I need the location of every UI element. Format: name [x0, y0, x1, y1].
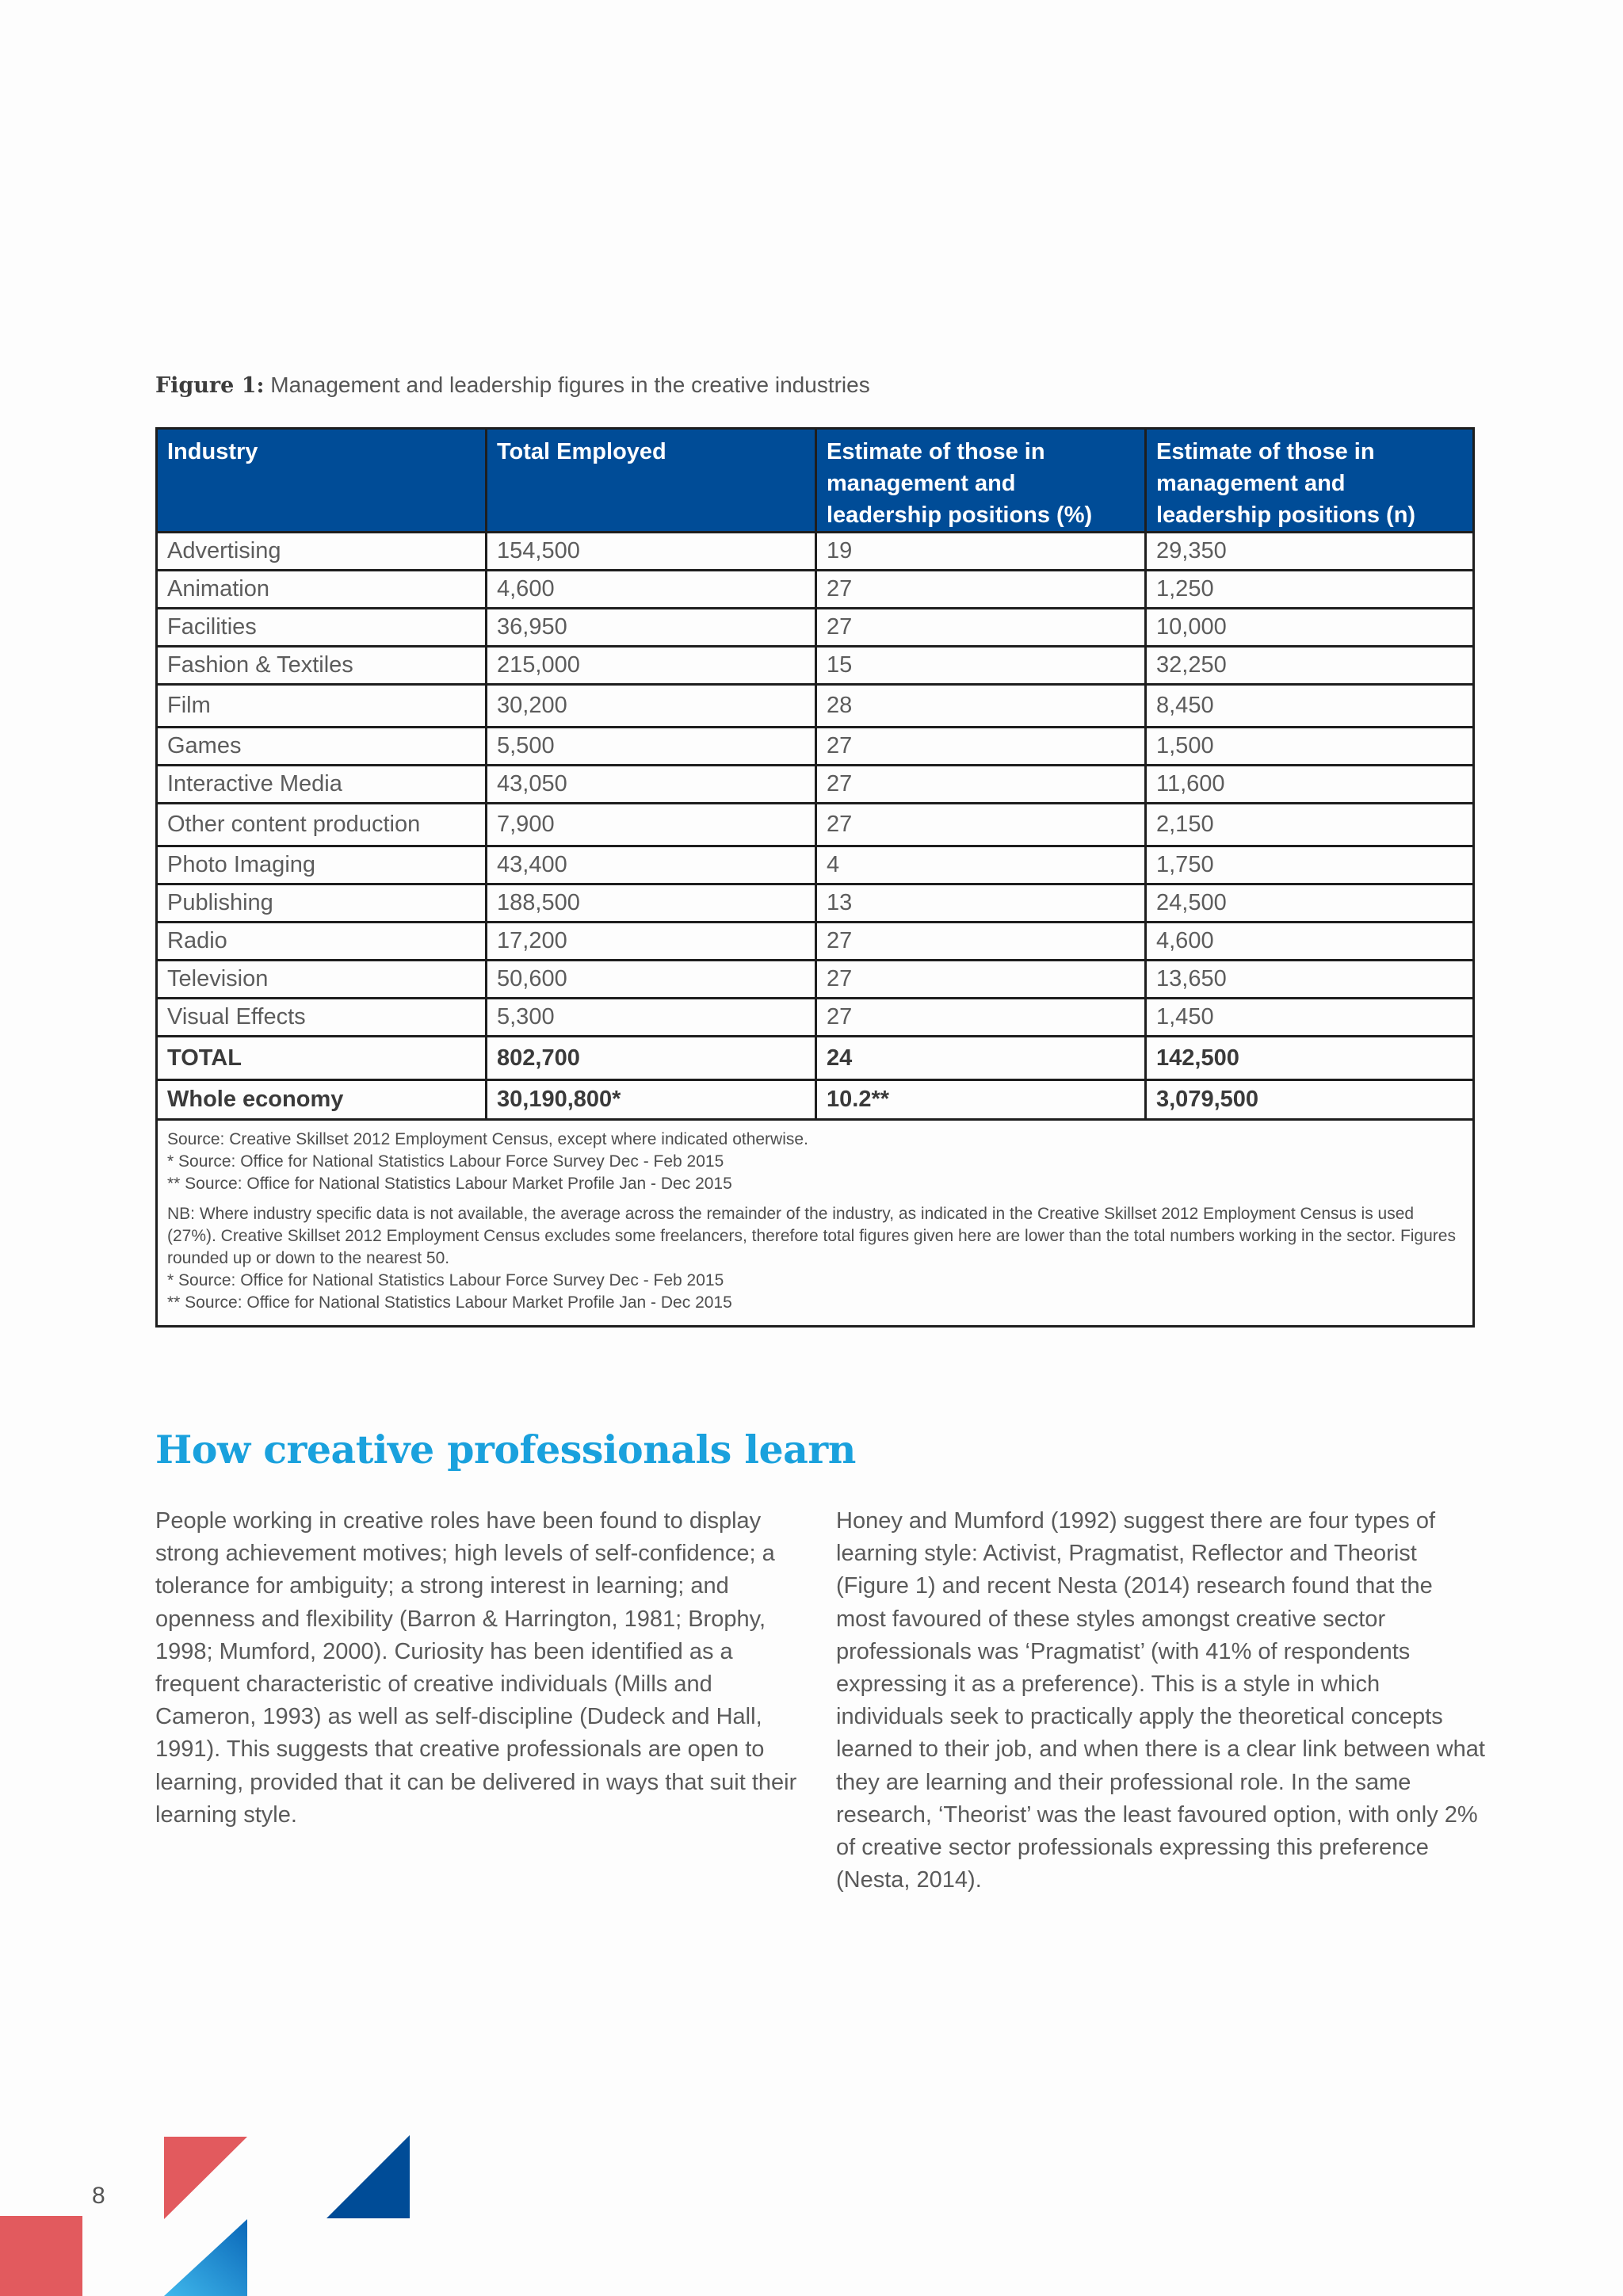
cell-percent: 27: [816, 923, 1146, 961]
nb-note: NB: Where industry specific data is not available, the average across the remainder of the industry, as indicated in the Creative Skillset 2012 Employment Census is used (27%). Creative Skillset 2012 Employment Census excludes some freelancers, therefore total figures given here are lower than the total numbers working in the sector. Figures rounded up or down to the nearest 50.: [167, 1205, 1456, 1267]
cell-total-employed: 43,400: [487, 846, 816, 884]
cell-total-employed: 50,600: [487, 961, 816, 999]
table-row: [157, 647, 1474, 685]
table-header-row: [157, 429, 1474, 533]
table-row: [157, 846, 1474, 884]
figure-caption-text: Management and leadership figures in the creative industries: [270, 372, 870, 397]
cell-count: 8,450: [1146, 685, 1474, 728]
source-note: ** Source: Office for National Statistics Labour Market Profile Jan - Dec 2015: [167, 1293, 732, 1312]
cell-count: 24,500: [1146, 884, 1474, 923]
cell-percent: 27: [816, 804, 1146, 846]
header-estimate-count: Estimate of those in management and leadership positions (n): [1146, 429, 1474, 533]
cell-industry: Interactive Media: [157, 766, 487, 804]
cell-count: 4,600: [1146, 923, 1474, 961]
cell-industry: Advertising: [157, 533, 487, 571]
cell-count: 1,500: [1146, 728, 1474, 766]
cell-total-employed: 188,500: [487, 884, 816, 923]
source-note: * Source: Office for National Statistics Labour Force Survey Dec - Feb 2015: [167, 1152, 724, 1171]
table-row: [157, 884, 1474, 923]
cell-total-employed: 4,600: [487, 571, 816, 609]
cell-industry: Facilities: [157, 609, 487, 647]
page-number: 8: [92, 2183, 105, 2209]
table-row: [157, 533, 1474, 571]
cell-total-employed: 36,950: [487, 609, 816, 647]
figure-caption: [155, 372, 870, 398]
cell-percent: 27: [816, 999, 1146, 1037]
total-row: [157, 1037, 1474, 1080]
cell-percent: 27: [816, 609, 1146, 647]
cell-total-employed: 154,500: [487, 533, 816, 571]
cell-count: 29,350: [1146, 533, 1474, 571]
cell-count: 1,450: [1146, 999, 1474, 1037]
cyan-triangle-shape: [164, 2219, 247, 2296]
cell-total-employed: 215,000: [487, 647, 816, 685]
cell-count: 13,650: [1146, 961, 1474, 999]
cell-industry: Fashion & Textiles: [157, 647, 487, 685]
cell-industry: Radio: [157, 923, 487, 961]
cell-count: 11,600: [1146, 766, 1474, 804]
source-note: ** Source: Office for National Statistics Labour Market Profile Jan - Dec 2015: [167, 1175, 732, 1193]
section-title: How creative professionals learn: [155, 1427, 856, 1473]
cell-economy-count: 3,079,500: [1146, 1080, 1474, 1120]
table-row: [157, 999, 1474, 1037]
header-industry: Industry: [157, 429, 487, 533]
cell-count: 10,000: [1146, 609, 1474, 647]
cell-industry: Television: [157, 961, 487, 999]
table-row: [157, 961, 1474, 999]
table-row: [157, 685, 1474, 728]
cell-total-count: 142,500: [1146, 1037, 1474, 1080]
cell-percent: 28: [816, 685, 1146, 728]
red-triangle-shape: [164, 2137, 247, 2219]
table-row: [157, 766, 1474, 804]
cell-economy-employed: 30,190,800*: [487, 1080, 816, 1120]
cell-total-label: TOTAL: [157, 1037, 487, 1080]
cell-industry: Publishing: [157, 884, 487, 923]
table-row: [157, 923, 1474, 961]
red-square-shape: [0, 2216, 82, 2296]
cell-total-employed: 17,200: [487, 923, 816, 961]
industry-table: [155, 427, 1475, 1328]
cell-percent: 27: [816, 728, 1146, 766]
cell-percent: 13: [816, 884, 1146, 923]
cell-industry: Other content production: [157, 804, 487, 846]
cell-count: 1,250: [1146, 571, 1474, 609]
cell-percent: 27: [816, 571, 1146, 609]
cell-industry: Games: [157, 728, 487, 766]
cell-total-employed: 802,700: [487, 1037, 816, 1080]
source-note: * Source: Office for National Statistics Labour Force Survey Dec - Feb 2015: [167, 1271, 724, 1289]
cell-total-employed: 7,900: [487, 804, 816, 846]
whole-economy-row: [157, 1080, 1474, 1120]
cell-percent: 15: [816, 647, 1146, 685]
header-total-employed: Total Employed: [487, 429, 816, 533]
cell-percent: 4: [816, 846, 1146, 884]
table-notes: [157, 1120, 1474, 1327]
cell-total-employed: 30,200: [487, 685, 816, 728]
cell-count: 32,250: [1146, 647, 1474, 685]
cell-percent: 27: [816, 961, 1146, 999]
figure-label: Figure 1:: [155, 373, 265, 398]
table-row: [157, 571, 1474, 609]
cell-industry: Animation: [157, 571, 487, 609]
table-row: [157, 609, 1474, 647]
body-paragraph-right: Honey and Mumford (1992) suggest there are four types of learning style: Activist, Pragmatist, Reflector and Theorist (Figure 1) and recent Nesta (2014) research found that the most favoured of these styles amongst creative sector professionals was ‘Pragmatist’ (with 41% of respondents expressing it as a preference). This is a style in which individuals seek to practically apply the theoretical concepts learned to their job, and when there is a clear link between what they are learning and their professional role. In the same research, ‘Theorist’ was the least favoured option, with only 2% of creative sector professionals expressing this preference (Nesta, 2014).: [836, 1508, 1485, 1893]
cell-economy-label: Whole economy: [157, 1080, 487, 1120]
cell-industry: Film: [157, 685, 487, 728]
cell-count: 2,150: [1146, 804, 1474, 846]
source-note: Source: Creative Skillset 2012 Employment Census, except where indicated otherwise.: [167, 1130, 808, 1148]
cell-count: 1,750: [1146, 846, 1474, 884]
notes-row: [157, 1120, 1474, 1327]
body-paragraph-left: People working in creative roles have been found to display strong achievement motives; high levels of self-confidence; a tolerance for ambiguity; a strong interest in learning; and openness and flexibility (Barron & Harrington, 1981; Brophy, 1998; Mumford, 2000). Curiosity has been identified as a frequent characteristic of creative individuals (Mills and Cameron, 1993) as well as self-discipline (Dudeck and Hall, 1991). This suggests that creative professionals are open to learning, provided that it can be delivered in ways that suit their learning style.: [155, 1508, 797, 1828]
cell-economy-percent: 10.2**: [816, 1080, 1146, 1120]
cell-percent: 27: [816, 766, 1146, 804]
navy-triangle-shape-main: [327, 2135, 410, 2218]
cell-total-employed: 43,050: [487, 766, 816, 804]
cell-total-employed: 5,500: [487, 728, 816, 766]
cell-percent: 19: [816, 533, 1146, 571]
header-estimate-percent: Estimate of those in management and leadership positions (%): [816, 429, 1146, 533]
cell-total-employed: 5,300: [487, 999, 816, 1037]
cell-industry: Photo Imaging: [157, 846, 487, 884]
cell-industry: Visual Effects: [157, 999, 487, 1037]
table-row: [157, 728, 1474, 766]
cell-total-percent: 24: [816, 1037, 1146, 1080]
table-row: [157, 804, 1474, 846]
